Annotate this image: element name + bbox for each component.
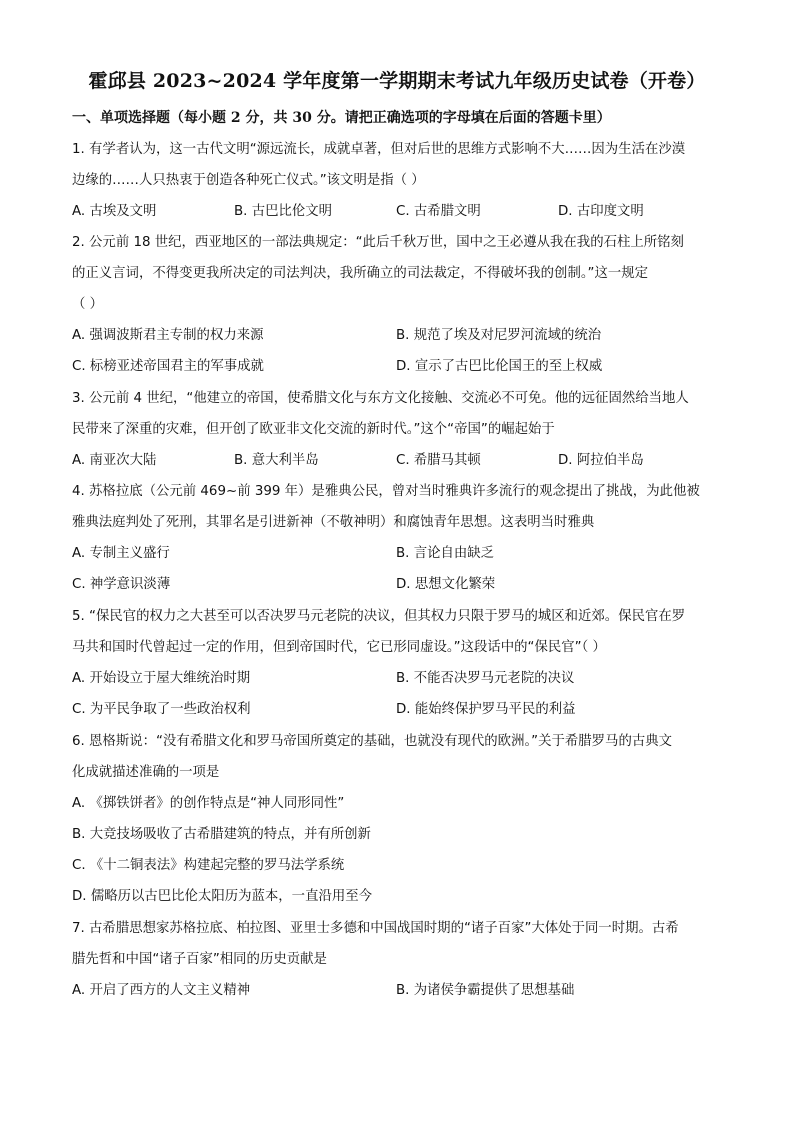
question-6-line-1: 6. 恩格斯说：“没有希腊文化和罗马帝国所奠定的基础，也就没有现代的欧洲。”关于希腊罗马的古典文 — [72, 734, 673, 749]
question-1-line-2: 边缘的……人只热衷于创造各种死亡仪式。”该文明是指（ ） — [72, 173, 425, 188]
question-3-line-2: 民带来了深重的灾难，但开创了欧亚非文化交流的新时代。”这个“帝国”的崛起始于 — [72, 422, 555, 437]
question-7-option-a: A. 开启了西方的人文主义精神 — [72, 983, 251, 998]
section-heading: 一、单项选择题（每小题 2 分，共 30 分。请把正确选项的字母填在后面的答题卡里） — [72, 110, 611, 126]
question-2-line-2: 的正义言词，不得变更我所决定的司法判决，我所确立的司法裁定，不得破坏我的创制。”这一规定 — [72, 266, 649, 281]
question-4-option-d: D. 思想文化繁荣 — [396, 577, 496, 592]
question-1-line-1: 1. 有学者认为，这一古代文明“源远流长，成就卓著，但对后世的思维方式影响不大……因为生活在沙漠 — [72, 142, 686, 157]
question-4-option-a: A. 专制主义盛行 — [72, 546, 170, 561]
question-5-option-a: A. 开始设立于屋大维统治时期 — [72, 671, 251, 686]
question-3-option-d: D. 阿拉伯半岛 — [558, 453, 644, 468]
question-4-line-1: 4. 苏格拉底（公元前 469~前 399 年）是雅典公民，曾对当时雅典许多流行的观念提出了挑战，为此他被 — [72, 484, 700, 499]
question-4-option-c: C. 神学意识淡薄 — [72, 577, 171, 592]
question-6-option-c: C. 《十二铜表法》构建起完整的罗马法学系统 — [72, 858, 345, 873]
question-4-option-b: B. 言论自由缺乏 — [396, 546, 495, 561]
question-2-option-a: A. 强调波斯君主专制的权力来源 — [72, 328, 264, 343]
question-3-option-c: C. 希腊马其顿 — [396, 453, 481, 468]
question-2-option-b: B. 规范了埃及对尼罗河流域的统治 — [396, 328, 602, 343]
question-3-line-1: 3. 公元前 4 世纪，“他建立的帝国，使希腊文化与东方文化接触、交流必不可免。他的远征固然给当地人 — [72, 391, 689, 406]
question-5-line-2: 马共和国时代曾起过一定的作用，但到帝国时代，它已形同虚设。”这段话中的“保民官”（ ） — [72, 640, 606, 655]
question-7-line-1: 7. 古希腊思想家苏格拉底、柏拉图、亚里士多德和中国战国时期的“诸子百家”大体处于同一时期。古希 — [72, 921, 679, 936]
question-2-option-c: C. 标榜亚述帝国君主的军事成就 — [72, 359, 264, 374]
question-7-option-b: B. 为诸侯争霸提供了思想基础 — [396, 983, 575, 998]
question-6-option-d: D. 儒略历以古巴比伦太阳历为蓝本，一直沿用至今 — [72, 889, 373, 904]
question-6-option-b: B. 大竞技场吸收了古希腊建筑的特点，并有所创新 — [72, 827, 371, 842]
question-7-line-2: 腊先哲和中国“诸子百家”相同的历史贡献是 — [72, 952, 327, 967]
question-1-option-c: C. 古希腊文明 — [396, 204, 481, 219]
question-5-option-b: B. 不能否决罗马元老院的决议 — [396, 671, 575, 686]
question-2-line-3: （ ） — [72, 297, 104, 312]
exam-title: 霍邱县 2023~2024 学年度第一学期期末考试九年级历史试卷（开卷） — [88, 70, 706, 92]
question-1-option-a: A. 古埃及文明 — [72, 204, 157, 219]
question-2-option-d: D. 宣示了古巴比伦国王的至上权威 — [396, 359, 603, 374]
question-5-option-c: C. 为平民争取了一些政治权利 — [72, 702, 251, 717]
question-2-line-1: 2. 公元前 18 世纪，西亚地区的一部法典规定：“此后千秋万世，国中之王必遵从我在我的石柱上所铭刻 — [72, 235, 684, 250]
question-3-option-b: B. 意大利半岛 — [234, 453, 319, 468]
question-4-line-2: 雅典法庭判处了死刑，其罪名是引进新神（不敬神明）和腐蚀青年思想。这表明当时雅典 — [72, 515, 595, 530]
question-5-option-d: D. 能始终保护罗马平民的利益 — [396, 702, 576, 717]
question-5-line-1: 5. “保民官的权力之大甚至可以否决罗马元老院的决议，但其权力只限于罗马的城区和近郊。保民官在罗 — [72, 609, 686, 624]
question-6-line-2: 化成就描述准确的一项是 — [72, 765, 220, 780]
question-1-option-d: D. 古印度文明 — [558, 204, 644, 219]
question-1-option-b: B. 古巴比伦文明 — [234, 204, 333, 219]
question-3-option-a: A. 南亚次大陆 — [72, 453, 157, 468]
question-6-option-a: A. 《掷铁饼者》的创作特点是“神人同形同性” — [72, 796, 345, 811]
